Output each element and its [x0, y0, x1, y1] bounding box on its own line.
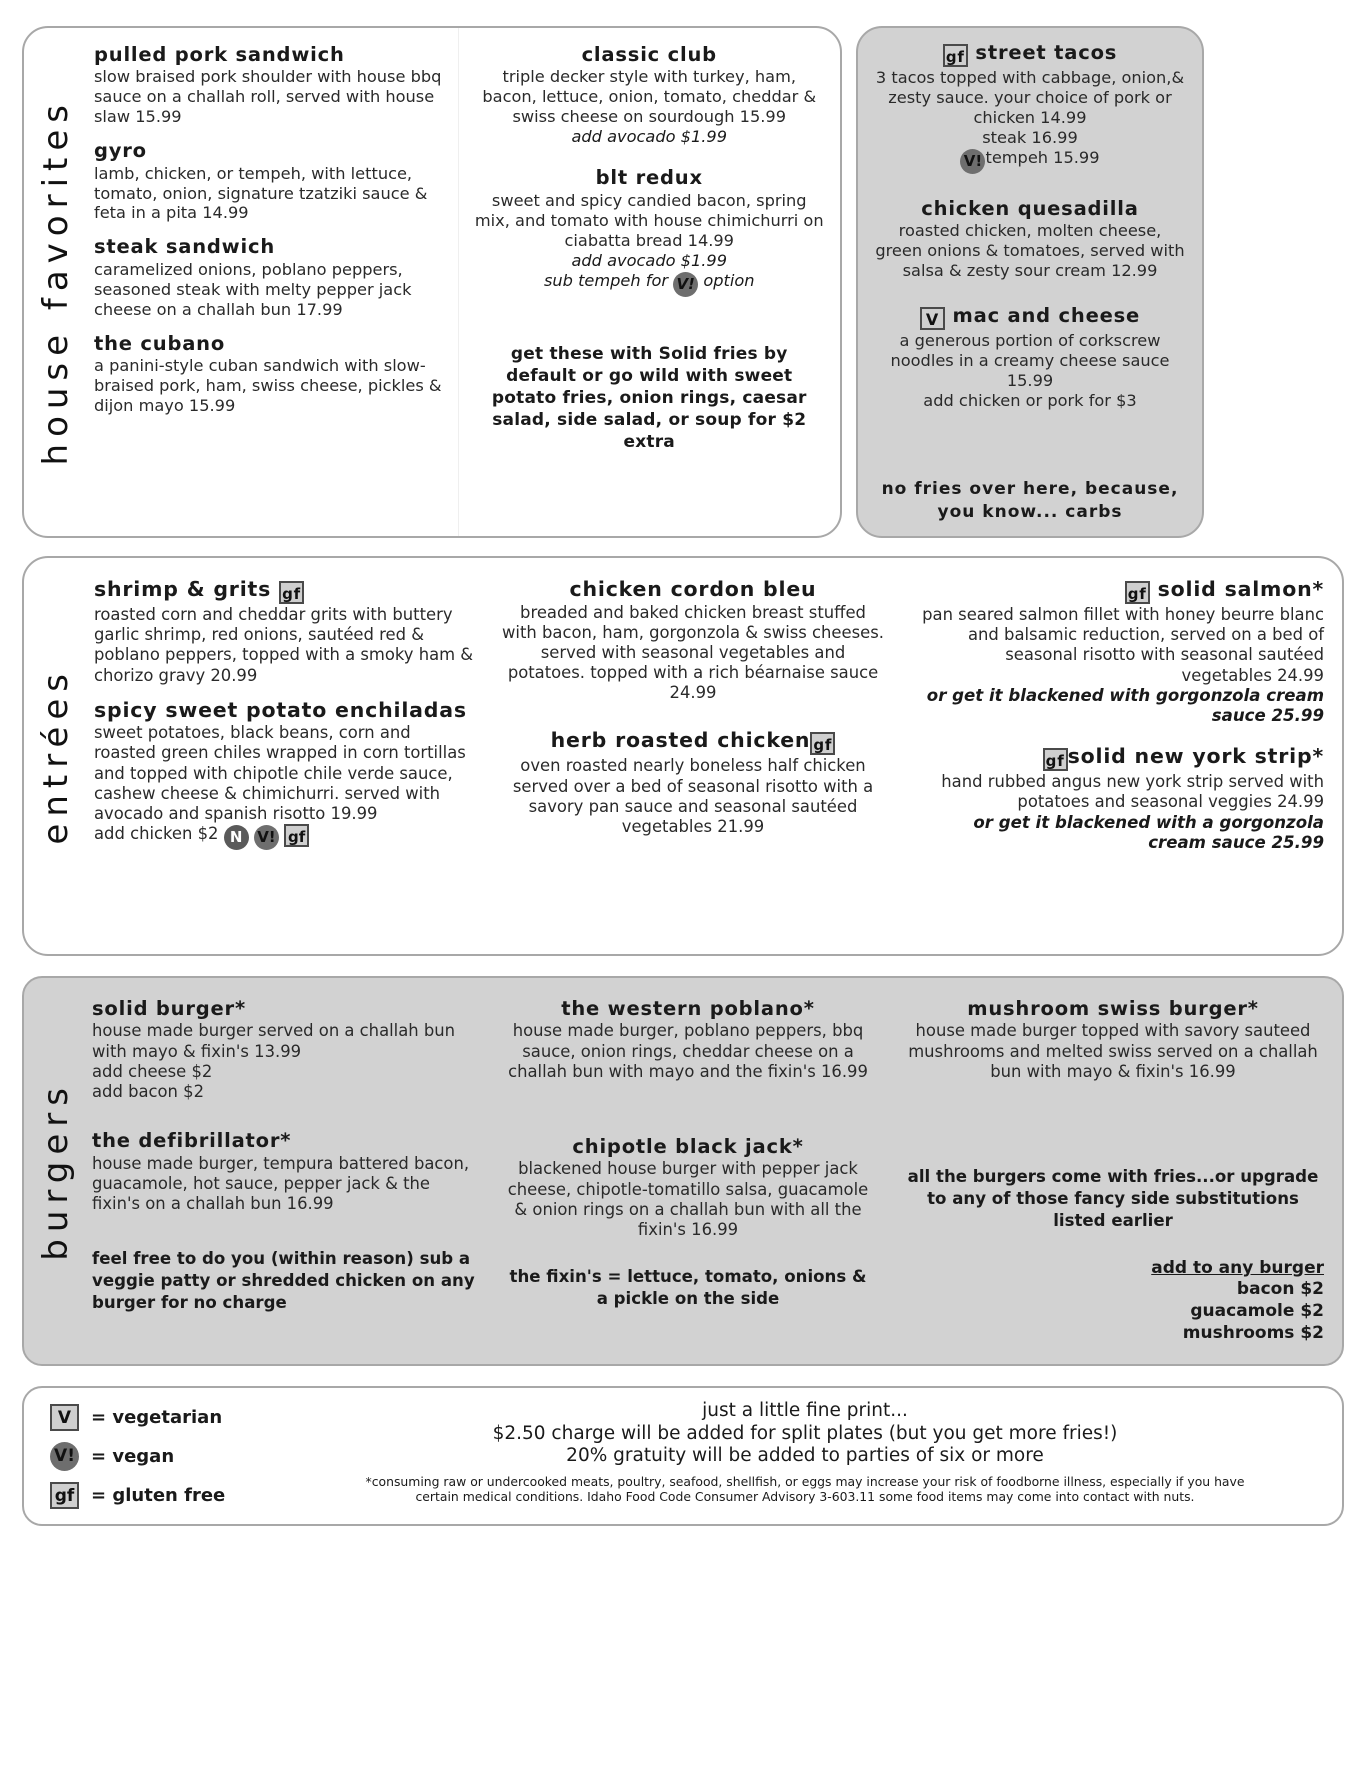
item-name: the defibrillator*: [92, 1129, 292, 1153]
entrees-vertical-label-col: [24, 558, 88, 954]
gluten-free-icon: gf: [279, 581, 304, 604]
menu-item-solid-salmon: [912, 578, 1324, 727]
burgers-fries-note: all the burgers come with fries...or upgrade to any of those fancy side substitutions listed earlier: [907, 1166, 1319, 1230]
entrees-vertical-label: entrées: [36, 667, 76, 845]
item-description: a generous portion of corkscrew noodles in a creamy cheese sauce 15.99: [890, 330, 1170, 390]
menu-item-solid-burger: [92, 998, 478, 1102]
item-name: shrimp & grits: [94, 577, 272, 601]
fine-print-title: just a little fine print...: [702, 1400, 908, 1421]
burgers-center-column: [488, 978, 888, 1364]
legend-row-gluten-free: [50, 1482, 294, 1509]
legend-label: = vegan: [91, 1446, 175, 1467]
item-description: sweet potatoes, black beans, corn and roasted green chiles wrapped in corn tortillas and topped with chipotle chile verde sauce, cashew cheese & chimichurri. served with avocado and spanish risotto 19.99: [94, 723, 466, 823]
item-tempeh-note: [475, 271, 825, 297]
vegetarian-icon: V: [920, 307, 945, 330]
item-extra-tempeh: [874, 148, 1186, 174]
menu-item-mac-and-cheese: [874, 305, 1186, 411]
item-name-row: [874, 305, 1186, 330]
gluten-free-icon: gf: [50, 1482, 79, 1509]
item-extra-steak: steak 16.99: [982, 127, 1078, 147]
item-name-row: [502, 729, 884, 755]
legend-label: = vegetarian: [91, 1407, 223, 1428]
item-extra-tempeh-label: tempeh 15.99: [985, 147, 1100, 167]
vegetarian-icon: V: [50, 1404, 79, 1431]
item-name: mac and cheese: [952, 303, 1141, 327]
item-description: lamb, chicken, or tempeh, with lettuce, tomato, onion, signature tzatziki sauce & feta in a pita 14.99: [94, 163, 428, 223]
fine-print-block: [294, 1388, 1342, 1524]
add-item-guacamole: guacamole $2: [1190, 1300, 1324, 1321]
item-name: chicken quesadilla: [921, 196, 1139, 220]
item-description: oven roasted nearly boneless half chicken served over a bed of seasonal risotto with a savory pan sauce and seasonal sautéed vegetables 21.99: [512, 756, 874, 836]
add-item-mushrooms: mushrooms $2: [1182, 1322, 1324, 1343]
item-description: house made burger, tempura battered bacon, guacamole, hot sauce, pepper jack & the fixin's on a challah bun 16.99: [92, 1153, 470, 1213]
menu-item-steak-sandwich: [94, 236, 444, 319]
item-extra-add-protein: add chicken or pork for $3: [923, 390, 1137, 410]
menu-item-chipotle-black-jack: [502, 1136, 874, 1240]
house-favorites-vertical-label-col: [24, 28, 88, 536]
menu-item-herb-roasted-chicken: [502, 729, 884, 837]
add-to-any-burger-block: [902, 1258, 1324, 1344]
burgers-vertical-label: burgers: [36, 1081, 76, 1261]
vegan-icon: V!: [673, 272, 698, 297]
menu-item-chicken-cordon-bleu: [502, 578, 884, 703]
item-name-row: [912, 745, 1324, 771]
burgers-right-column: [888, 978, 1342, 1364]
item-addon-note: add avocado $1.99: [571, 250, 727, 270]
menu-item-mushroom-swiss-burger: [902, 998, 1324, 1082]
fixins-note: the fixin's = lettuce, tomato, onions & a pickle on the side: [509, 1267, 867, 1308]
item-name: solid burger*: [92, 997, 246, 1020]
item-description: blackened house burger with pepper jack cheese, chipotle-tomatillo salsa, guacamole & onion rings on a challah bun with all the fixin's 16.99: [507, 1159, 869, 1239]
gluten-free-icon: gf: [284, 824, 309, 847]
item-description: roasted corn and cheddar grits with buttery garlic shrimp, red onions, sautéed red & poblano peppers, topped with a smoky ham & chorizo gravy 20.99: [94, 605, 474, 685]
item-description: slow braised pork shoulder with house bbq sauce on a challah roll, served with house slaw 15.99: [94, 67, 442, 127]
item-name: chicken cordon bleu: [569, 577, 817, 601]
item-name: pulled pork sandwich: [94, 43, 345, 66]
no-fries-note: no fries over here, because, you know... carbs: [881, 479, 1179, 523]
section-footer-legend: [22, 1386, 1344, 1526]
item-name: solid salmon*: [1157, 577, 1324, 601]
item-description: hand rubbed angus new york strip served with potatoes and seasonal veggies 24.99: [941, 772, 1324, 812]
entrees-right-column: [898, 558, 1342, 954]
legend-label: = gluten free: [91, 1485, 226, 1506]
section-entrees: [22, 556, 1344, 956]
fine-print-split-plates: $2.50 charge will be added for split plates (but you get more fries!): [492, 1422, 1118, 1444]
item-name: the western poblano*: [561, 997, 815, 1020]
item-name: blt redux: [595, 166, 703, 190]
house-favorites-vertical-label: house favorites: [36, 98, 76, 466]
item-description: pan seared salmon fillet with honey beurre blanc and balsamic reduction, served on a bed of seasonal risotto with seasonal sautéed vegetables 24.99: [922, 605, 1324, 685]
gluten-free-icon: gf: [1043, 748, 1068, 771]
add-to-any-burger-title: add to any burger: [1151, 1257, 1324, 1278]
item-tempeh-note-post: option: [698, 270, 755, 290]
legend-block: [24, 1388, 294, 1524]
item-name: the cubano: [94, 331, 226, 355]
burgers-substitution-note: feel free to do you (within reason) sub a veggie patty or shredded chicken on any burger for no charge: [92, 1249, 475, 1312]
item-description: sweet and spicy candied bacon, spring mix, and tomato with house chimichurri on ciabatta bread 14.99: [474, 190, 824, 250]
menu-item-the-western-poblano: [502, 998, 874, 1082]
item-name: mushroom swiss burger*: [967, 997, 1259, 1020]
menu-item-blt-redux: [475, 167, 825, 296]
menu-item-solid-new-york-strip: [912, 745, 1324, 854]
item-addon-bacon: add bacon $2: [92, 1081, 205, 1101]
section-house-favorites: [22, 26, 1344, 538]
menu-item-classic-club: [475, 44, 825, 147]
item-description: house made burger topped with savory sauteed mushrooms and melted swiss served on a challah bun with mayo & fixin's 16.99: [908, 1021, 1318, 1081]
entrees-left-column: [88, 558, 488, 954]
section-burgers: [22, 976, 1344, 1366]
vegan-icon: V!: [960, 149, 985, 174]
gluten-free-icon: gf: [810, 732, 835, 755]
house-favorites-panel: [22, 26, 842, 538]
burgers-left-column: [88, 978, 488, 1364]
item-variation-note: or get it blackened with a gorgonzola cream sauce 25.99: [973, 812, 1324, 853]
item-addon-label: add chicken $2: [94, 824, 219, 844]
item-description: triple decker style with turkey, ham, bacon, lettuce, onion, tomato, cheddar & swiss cheese on sourdough 15.99: [482, 67, 817, 127]
item-description: house made burger served on a challah bun with mayo & fixin's 13.99: [92, 1021, 456, 1061]
item-description: 3 tacos topped with cabbage, onion,& zesty sauce. your choice of pork or chicken 14.99: [875, 68, 1185, 127]
entrees-center-column: [488, 558, 898, 954]
legend-row-vegetarian: [50, 1404, 294, 1431]
item-name: classic club: [581, 43, 717, 66]
gluten-free-icon: gf: [943, 44, 968, 67]
menu-item-gyro: [94, 140, 444, 223]
vegan-icon: V!: [50, 1442, 79, 1471]
legend-row-vegan: [50, 1442, 294, 1471]
item-tempeh-note-pre: sub tempeh for: [543, 270, 674, 290]
add-item-bacon: bacon $2: [1236, 1278, 1324, 1299]
item-name: herb roasted chicken: [550, 728, 811, 753]
disclaimer-line-1: *consuming raw or undercooked meats, poultry, seafood, shellfish, or eggs may increase your risk of foodborne illness, especially if you have: [365, 1473, 1245, 1489]
menu-item-street-tacos: [874, 42, 1186, 174]
item-name: solid new york strip*: [1067, 744, 1324, 769]
item-addon-cheese: add cheese $2: [92, 1061, 213, 1081]
item-name: street tacos: [975, 41, 1118, 64]
menu-item-spicy-sweet-potato-enchiladas: [94, 699, 476, 850]
menu-item-pulled-pork-sandwich: [94, 44, 444, 127]
fine-print-gratuity: 20% gratuity will be added to parties of six or more: [566, 1445, 1044, 1467]
item-addon-note: add avocado $1.99: [571, 127, 727, 147]
small-plates-panel: [856, 26, 1204, 538]
item-description: caramelized onions, poblano peppers, seasoned steak with melty pepper jack cheese on a challah bun 17.99: [94, 259, 412, 319]
item-variation-note: or get it blackened with gorgonzola cream sauce 25.99: [926, 685, 1324, 726]
disclaimer-line-2: certain medical conditions. Idaho Food Code Consumer Advisory 3-603.11 some food items may come into contact with nuts.: [415, 1489, 1195, 1505]
menu-item-the-cubano: [94, 333, 444, 416]
item-addon-row: [94, 824, 476, 850]
menu-item-shrimp-and-grits: [94, 578, 476, 686]
item-name: chipotle black jack*: [572, 1134, 804, 1158]
item-name-row: [94, 578, 476, 604]
item-name-row: [874, 42, 1186, 67]
house-favorites-left-column: [88, 28, 458, 536]
fries-promo-note: get these with Solid fries by default or go wild with sweet potato fries, onion rings, caesar salad, side salad, or soup for $2 extra: [491, 343, 807, 453]
item-name: steak sandwich: [94, 235, 276, 259]
burgers-vertical-label-col: [24, 978, 88, 1364]
item-name: gyro: [94, 139, 147, 163]
item-description: a panini-style cuban sandwich with slow-braised pork, ham, swiss cheese, pickles & dijon mayo 15.99: [94, 355, 442, 415]
item-name: spicy sweet potato enchiladas: [94, 697, 467, 722]
menu-item-chicken-quesadilla: [874, 198, 1186, 281]
gluten-free-icon: gf: [1125, 581, 1150, 604]
vegan-icon: V!: [254, 825, 279, 850]
item-description: house made burger, poblano peppers, bbq sauce, onion rings, cheddar cheese on a challah bun with mayo and the fixin's 16.99: [508, 1021, 868, 1081]
item-name-row: [912, 578, 1324, 604]
house-favorites-center-column: [458, 28, 841, 536]
item-description: breaded and baked chicken breast stuffed with bacon, ham, gorgonzola & swiss cheeses. served with seasonal vegetables and potatoes. topped with a rich béarnaise sauce 24.99: [502, 602, 884, 703]
menu-item-the-defibrillator: [92, 1130, 478, 1214]
nuts-icon: N: [224, 825, 249, 850]
item-description: roasted chicken, molten cheese, green onions & tomatoes, served with salsa & zesty sour cream 12.99: [875, 221, 1185, 280]
